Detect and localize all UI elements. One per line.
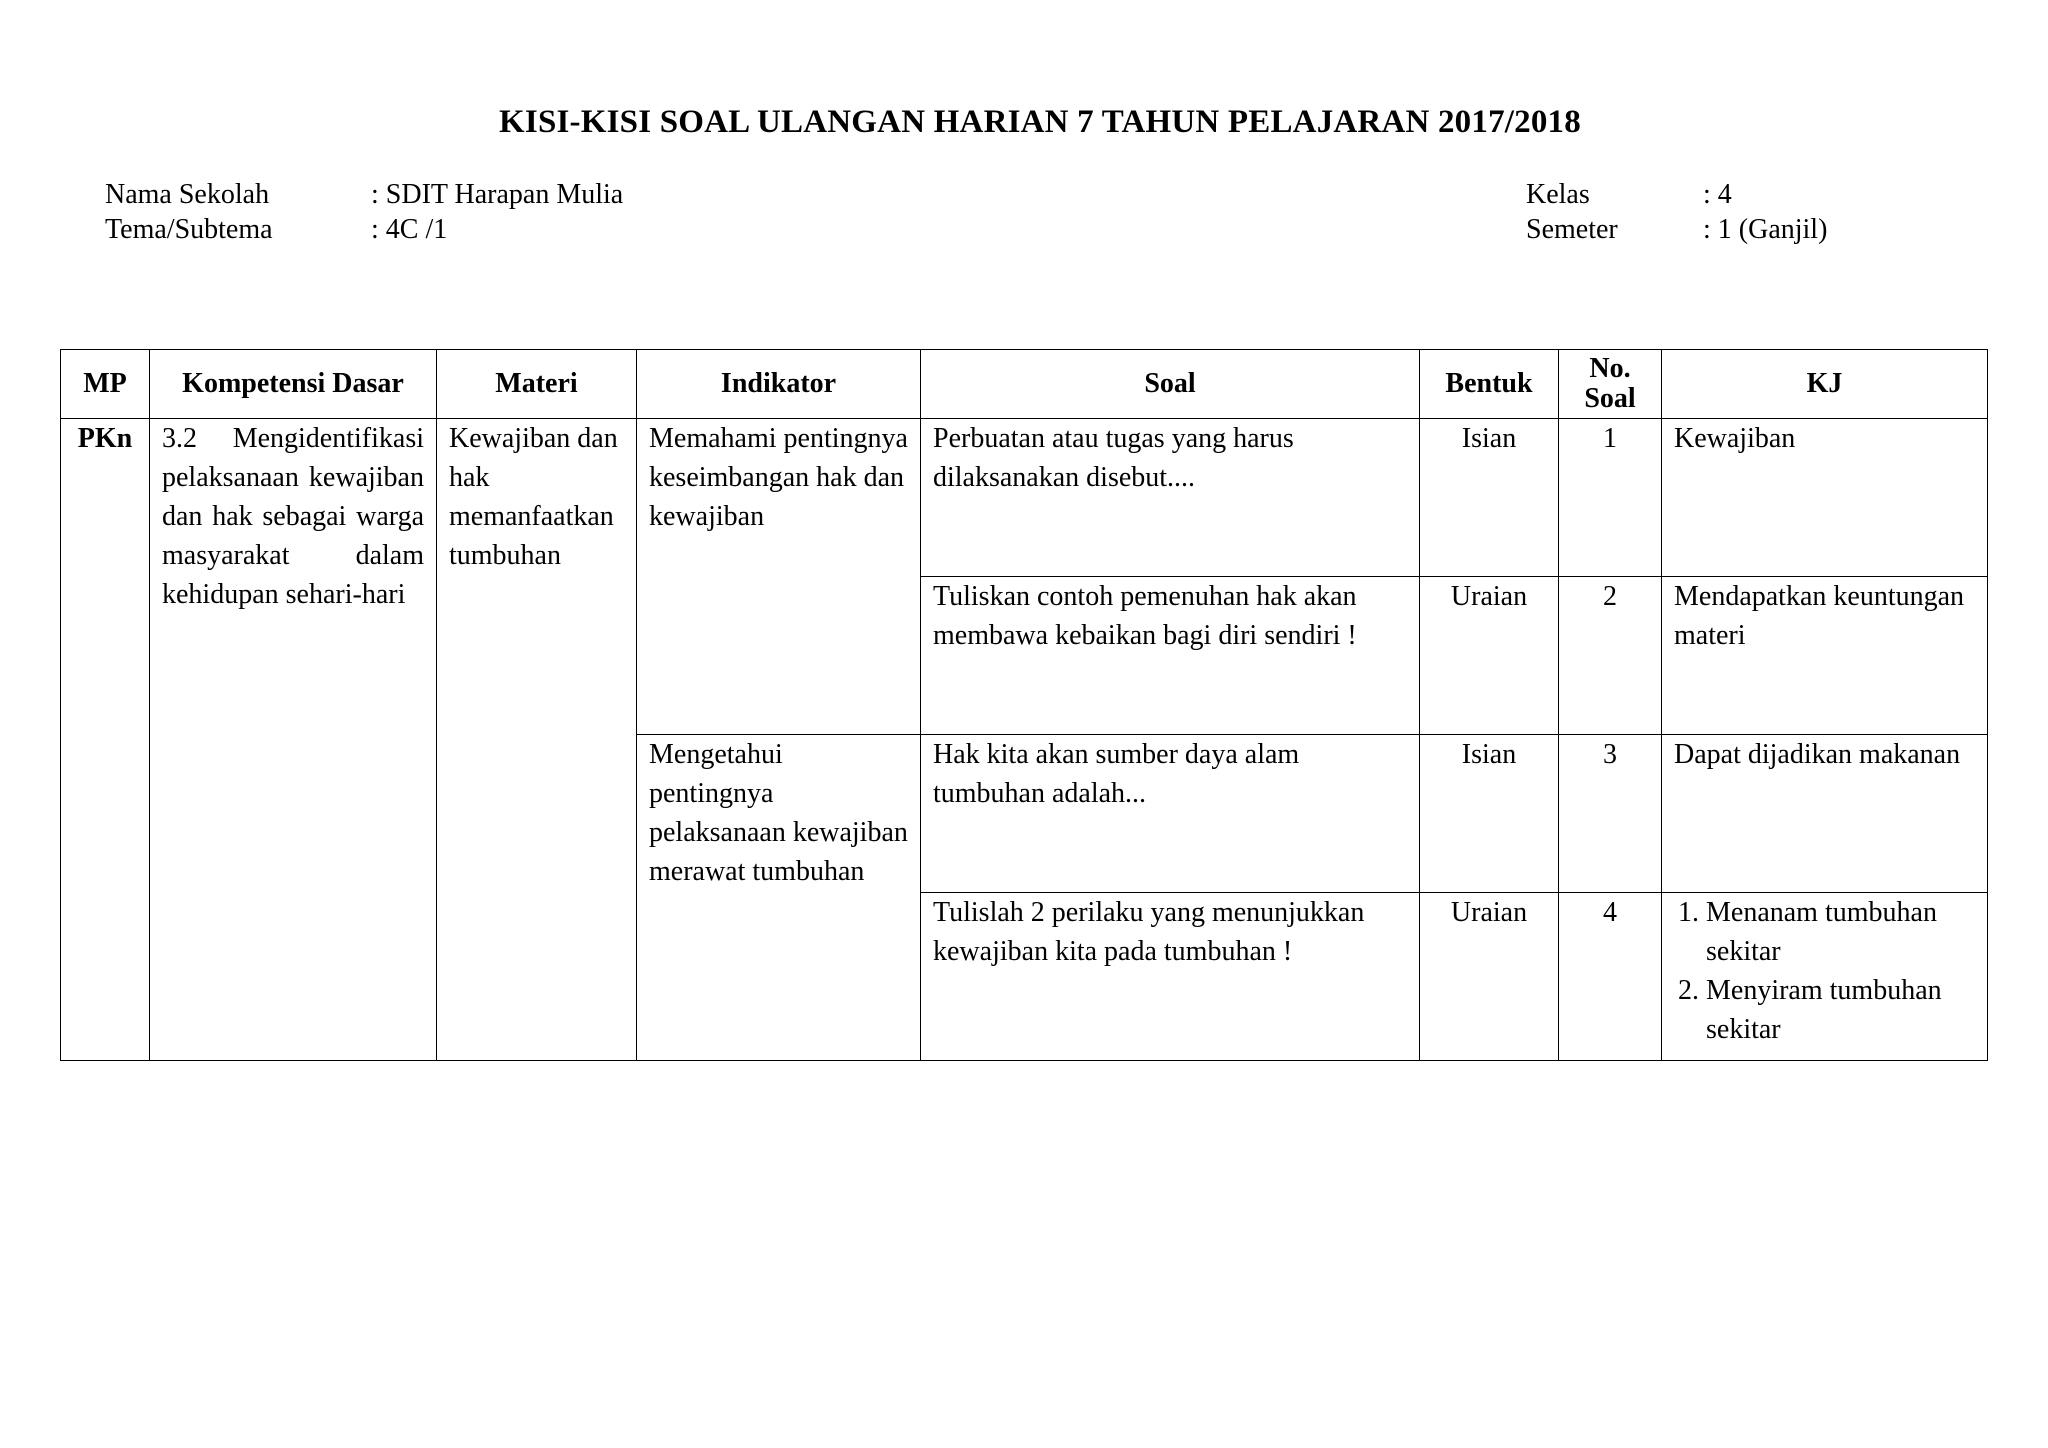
mp-cell: PKn	[61, 419, 150, 1061]
no-soal-cell: 2	[1559, 577, 1662, 735]
school-name-value: : SDIT Harapan Mulia	[371, 179, 624, 210]
indikator-cell: Mengetahui pentingnya pelaksanaan kewajiban merawat tumbuhan	[637, 735, 921, 1061]
table-row	[61, 419, 1988, 577]
kompetensi-dasar-cell: 3.2 Mengidentifikasi pelaksanaan kewajiban dan hak sebagai warga masyarakat dalam kehidupan sehari-hari	[150, 419, 437, 1061]
list-item: 2. Menyiram tumbuhan sekitar	[1706, 971, 1975, 1049]
bentuk-cell: Isian	[1420, 419, 1559, 577]
class-row	[1526, 177, 1827, 212]
header-kompetensi-dasar: Kompetensi Dasar	[150, 350, 437, 419]
document-title: KISI-KISI SOAL ULANGAN HARIAN 7 TAHUN PELAJARAN 2017/2018	[499, 104, 1581, 140]
kj-cell: Mendapatkan keuntungan materi	[1662, 577, 1988, 735]
semester-label: Semeter	[1526, 214, 1618, 245]
semester-value: : 1 (Ganjil)	[1703, 214, 1828, 245]
list-item: 1. Menanam tumbuhan sekitar	[1706, 893, 1975, 971]
bentuk-cell: Isian	[1420, 735, 1559, 893]
header-materi: Materi	[437, 350, 637, 419]
materi-cell: Kewajiban dan hak memanfaatkan tumbuhan	[437, 419, 637, 1061]
class-info	[1526, 177, 1827, 247]
indikator-cell: Memahami pentingnya keseimbangan hak dan kewajiban	[637, 419, 921, 735]
soal-cell: Hak kita akan sumber daya alam tumbuhan adalah...	[921, 735, 1420, 893]
header-no-soal	[1559, 350, 1662, 419]
header-mp: MP	[61, 350, 150, 419]
kj-cell: Kewajiban	[1662, 419, 1988, 577]
school-name-row	[105, 177, 623, 212]
no-soal-cell: 4	[1559, 893, 1662, 1061]
header-no-line2: Soal	[1584, 383, 1636, 414]
school-name-label: Nama Sekolah	[105, 179, 270, 210]
class-value: : 4	[1703, 179, 1732, 210]
school-info	[105, 177, 623, 247]
bentuk-cell: Uraian	[1420, 577, 1559, 735]
bentuk-cell: Uraian	[1420, 893, 1559, 1061]
header-bentuk: Bentuk	[1420, 350, 1559, 419]
header-no-line1: No.	[1589, 353, 1631, 384]
soal-cell: Tuliskan contoh pemenuhan hak akan membawa kebaikan bagi diri sendiri !	[921, 577, 1420, 735]
table-header-row	[61, 350, 1988, 419]
soal-cell: Perbuatan atau tugas yang harus dilaksanakan disebut....	[921, 419, 1420, 577]
header-soal: Soal	[921, 350, 1420, 419]
soal-cell: Tulislah 2 perilaku yang menunjukkan kewajiban kita pada tumbuhan !	[921, 893, 1420, 1061]
header-indikator: Indikator	[637, 350, 921, 419]
theme-label: Tema/Subtema	[105, 214, 273, 245]
kj-answer-list	[1674, 893, 1975, 1049]
header-kj: KJ	[1662, 350, 1988, 419]
class-label: Kelas	[1526, 179, 1590, 210]
semester-row	[1526, 212, 1827, 247]
kisi-kisi-table	[60, 349, 1988, 1061]
kj-cell: Dapat dijadikan makanan	[1662, 735, 1988, 893]
kj-cell	[1662, 893, 1988, 1061]
theme-value: : 4C /1	[371, 214, 448, 245]
theme-row	[105, 212, 623, 247]
no-soal-cell: 3	[1559, 735, 1662, 893]
no-soal-cell: 1	[1559, 419, 1662, 577]
